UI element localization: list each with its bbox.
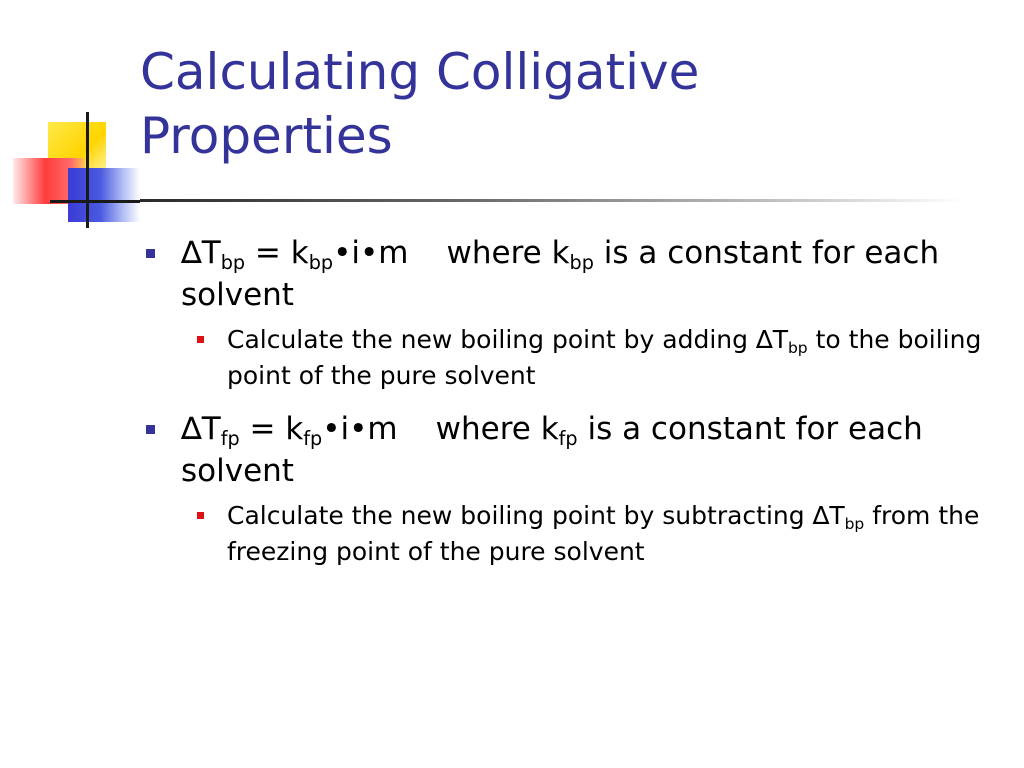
k-subscript: fp bbox=[303, 427, 323, 451]
square-bullet-icon bbox=[146, 425, 155, 434]
square-bullet-icon bbox=[146, 249, 155, 258]
title-line-1: Calculating Colligative bbox=[140, 43, 700, 101]
description-pre: where k bbox=[446, 235, 570, 271]
delta-symbol: ∆ bbox=[181, 411, 202, 447]
title-rule bbox=[140, 199, 964, 202]
formula-rest: •i•m bbox=[333, 235, 409, 271]
title-line-2: Properties bbox=[140, 107, 393, 165]
bullet-item-freezing-formula bbox=[140, 408, 1000, 492]
t-subscript: bp bbox=[220, 251, 246, 275]
description-k-subscript: fp bbox=[558, 427, 578, 451]
sub-text-post: from the freezing point of the pure solvent bbox=[227, 501, 980, 566]
description-pre: where k bbox=[435, 411, 559, 447]
equals-k: = k bbox=[239, 411, 304, 447]
equals-k: = k bbox=[245, 235, 309, 271]
vertical-line bbox=[86, 112, 89, 228]
corner-logo bbox=[0, 0, 140, 230]
t-symbol: T bbox=[201, 411, 221, 447]
sub-text-post: to the boiling point of the pure solvent bbox=[227, 325, 982, 390]
formula-rest: •i•m bbox=[322, 411, 398, 447]
square-bullet-icon bbox=[197, 336, 204, 343]
sub-text-pre: Calculate the new boiling point by adding bbox=[227, 325, 756, 354]
description-post: is a constant for each solvent bbox=[181, 411, 923, 489]
delta-symbol: ∆ bbox=[181, 235, 202, 271]
delta-symbol: ∆ bbox=[812, 501, 830, 530]
description-post: is a constant for each solvent bbox=[181, 235, 940, 313]
t-subscript: bp bbox=[844, 514, 865, 533]
sub-bullet-item-freezing bbox=[140, 498, 1000, 570]
slide-title bbox=[140, 40, 1000, 168]
t-subscript: fp bbox=[220, 427, 240, 451]
horizontal-line bbox=[50, 200, 140, 203]
bullet-list bbox=[140, 232, 1000, 584]
sub-text-pre: Calculate the new boiling point by subtracting bbox=[227, 501, 813, 530]
k-subscript: bp bbox=[308, 251, 334, 275]
t-symbol: T bbox=[201, 235, 221, 271]
t-symbol: T bbox=[772, 325, 788, 354]
delta-symbol: ∆ bbox=[755, 325, 773, 354]
description-k-subscript: bp bbox=[569, 251, 594, 275]
t-subscript: bp bbox=[787, 338, 808, 357]
t-symbol: T bbox=[829, 501, 845, 530]
square-bullet-icon bbox=[197, 512, 204, 519]
bullet-item-boiling-formula bbox=[140, 232, 1000, 316]
sub-bullet-item-boiling bbox=[140, 322, 1000, 394]
blue-square bbox=[68, 168, 140, 222]
